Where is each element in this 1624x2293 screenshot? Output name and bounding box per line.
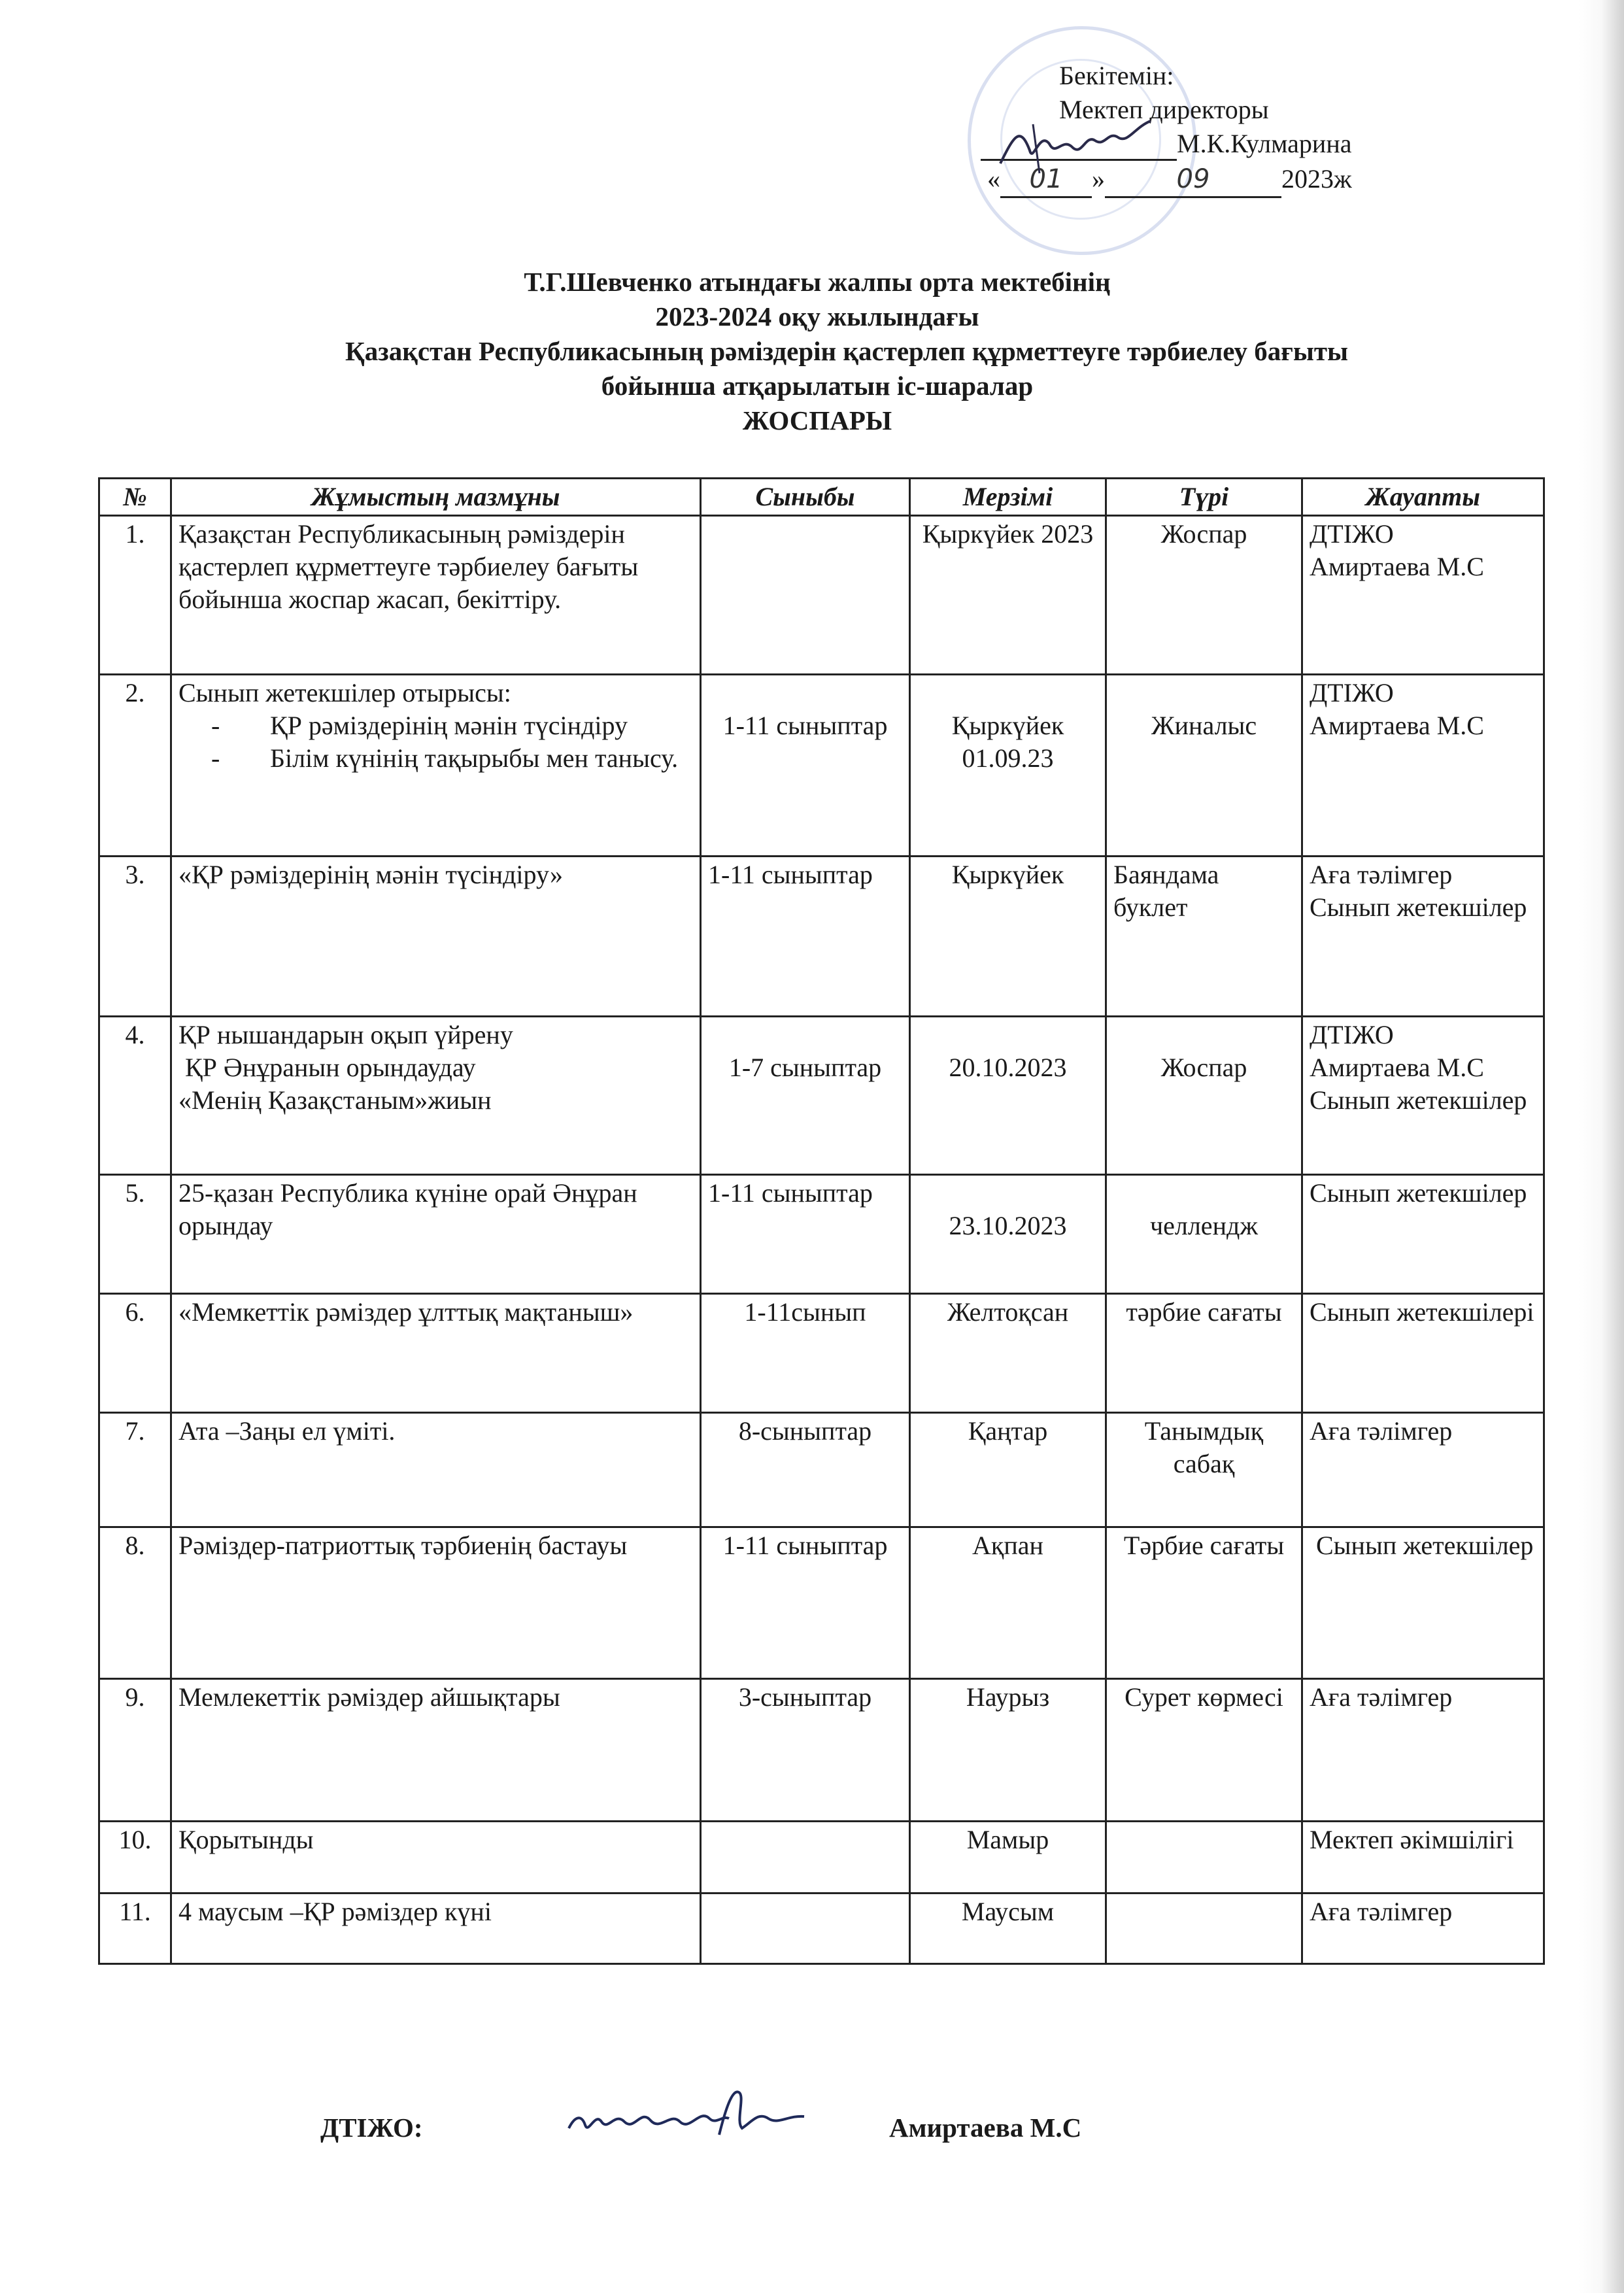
row-term: Ақпан [910, 1527, 1106, 1679]
row-responsible [1302, 516, 1544, 675]
row-class: 1-11 сыныптар [701, 857, 910, 1017]
title-topic-cont: бойынша атқарылатын іс-шаралар [601, 371, 1034, 401]
row-responsible [1302, 857, 1544, 1017]
title-year: 2023-2024 оқу жылындағы [655, 301, 979, 331]
row-content: 25-қазан Республика күніне орай Әнұран орындау [171, 1175, 701, 1294]
row-type: Жоспар [1106, 516, 1302, 675]
col-header-number: № [99, 479, 171, 516]
row-term: 23.10.2023 [910, 1175, 1106, 1294]
row-number: 10. [99, 1822, 171, 1894]
table-row [99, 1679, 1544, 1822]
row-term: Қыркүйек 01.09.23 [910, 675, 1106, 857]
row-responsible [1302, 675, 1544, 857]
row-term: Маусым [910, 1894, 1106, 1964]
table-row [99, 516, 1544, 675]
row-term: 20.10.2023 [910, 1017, 1106, 1175]
row-number: 4. [99, 1017, 171, 1175]
director-title: Мектеп директоры [1059, 95, 1269, 124]
table-row [99, 675, 1544, 857]
row-number: 5. [99, 1175, 171, 1294]
table-row [99, 1413, 1544, 1527]
content-line: ҚР нышандарын оқып үйрену [178, 1020, 513, 1049]
responsible-line: Амиртаева М.С [1310, 552, 1484, 581]
deputy-signature [562, 2082, 824, 2148]
table-row [99, 1894, 1544, 1964]
row-content: Қазақстан Республикасының рәміздерін қастерлеп құрметтеуге тәрбиелеу бағыты бойынша жоспар жасап, бекіттіру. [171, 516, 701, 675]
row-term: Қыркүйек 2023 [910, 516, 1106, 675]
row-type: Танымдық сабақ [1106, 1413, 1302, 1527]
row-number: 2. [99, 675, 171, 857]
row-content: «ҚР рәміздерінің мәнін түсіндіру» [171, 857, 701, 1017]
row-type [1106, 1894, 1302, 1964]
row-content [171, 675, 701, 857]
row-type: Сурет көрмесі [1106, 1679, 1302, 1822]
col-header-class: Сыныбы [701, 479, 910, 516]
date-quote-open: « [987, 164, 1000, 194]
row-content: «Мемкеттік рәміздер ұлттық мақтаныш» [171, 1294, 701, 1413]
date-year: 2023ж [1281, 164, 1352, 194]
row-class: 3-сыныптар [701, 1679, 910, 1822]
row-type: челлендж [1106, 1175, 1302, 1294]
responsible-line: Амиртаева М.С [1310, 711, 1484, 740]
footer-name: Амиртаева М.С [889, 2113, 1082, 2143]
responsible-line: ДТІЖО [1310, 519, 1394, 549]
row-term: Мамыр [910, 1822, 1106, 1894]
row-class [701, 516, 910, 675]
row-responsible: Сынып жетекшілері [1302, 1294, 1544, 1413]
responsible-line: Сынып жетекшілер [1310, 892, 1527, 922]
row-class: 1-11сынып [701, 1294, 910, 1413]
row-term: Қаңтар [910, 1413, 1106, 1527]
date-month: 09 [1105, 162, 1281, 198]
row-type: Тәрбие сағаты [1106, 1527, 1302, 1679]
row-class: 1-11 сыныптар [701, 675, 910, 857]
row-class [701, 1822, 910, 1894]
table-row [99, 1822, 1544, 1894]
title-topic: Қазақстан Республикасының рәміздерін қастерлеп құрметтеуге тәрбиелеу бағыты [345, 336, 1348, 366]
row-class [701, 1894, 910, 1964]
document-title [98, 265, 1536, 438]
responsible-line: Амиртаева М.С [1310, 1053, 1484, 1082]
list-item: - ҚР рәміздерінің мәнін түсіндіру [270, 709, 693, 742]
row-class: 1-11 сыныптар [701, 1175, 910, 1294]
row-responsible: Аға тәлімгер [1302, 1413, 1544, 1527]
row-content: Рәміздер-патриоттық тәрбиенің бастауы [171, 1527, 701, 1679]
row-type: Жоспар [1106, 1017, 1302, 1175]
col-header-type: Түрі [1106, 479, 1302, 516]
content-sub-list [178, 709, 693, 775]
row-content: Қорытынды [171, 1822, 701, 1894]
scan-edge-shadow [1578, 0, 1624, 2293]
row-number: 1. [99, 516, 171, 675]
responsible-line: Аға тәлімгер [1310, 860, 1453, 889]
row-responsible: Сынып жетекшілер [1302, 1527, 1544, 1679]
row-term: Наурыз [910, 1679, 1106, 1822]
list-item: - Білім күнінің тақырыбы мен танысу. [270, 742, 693, 775]
row-term: Қыркүйек [910, 857, 1106, 1017]
row-responsible: Аға тәлімгер [1302, 1679, 1544, 1822]
row-responsible: Мектеп әкімшілігі [1302, 1822, 1544, 1894]
title-school: Т.Г.Шевченко атындағы жалпы орта мектебінің [524, 267, 1111, 297]
row-content: 4 маусым –ҚР рәміздер күні [171, 1894, 701, 1964]
row-type [1106, 1822, 1302, 1894]
row-content [171, 1017, 701, 1175]
col-header-term: Мерзімі [910, 479, 1106, 516]
content-line: «Менің Қазақстаным»жиын [178, 1085, 492, 1115]
row-number: 3. [99, 857, 171, 1017]
row-number: 8. [99, 1527, 171, 1679]
table-row [99, 1175, 1544, 1294]
row-responsible: Аға тәлімгер [1302, 1894, 1544, 1964]
director-signature [994, 111, 1164, 183]
row-content: Ата –Заңы ел үміті. [171, 1413, 701, 1527]
row-number: 6. [99, 1294, 171, 1413]
table-header-row [99, 479, 1544, 516]
content-heading: Сынып жетекшілер отырысы: [178, 678, 511, 707]
content-line: ҚР Әнұранын орындаудау [178, 1053, 476, 1082]
table-row [99, 1527, 1544, 1679]
row-class: 8-сыныптар [701, 1413, 910, 1527]
director-name: М.К.Кулмарина [1177, 129, 1352, 158]
row-type: Баяндама буклет [1106, 857, 1302, 1017]
date-quote-close: » [1092, 164, 1105, 194]
footer-role: ДТІЖО: [320, 2113, 423, 2143]
table-row [99, 857, 1544, 1017]
plan-table [98, 477, 1545, 1965]
row-class: 1-7 сыныптар [701, 1017, 910, 1175]
responsible-line: Сынып жетекшілер [1310, 1085, 1527, 1115]
col-header-responsible: Жауапты [1302, 479, 1544, 516]
date-day: 01 [1000, 162, 1092, 198]
table-row [99, 1017, 1544, 1175]
row-responsible [1302, 1017, 1544, 1175]
row-content: Мемлекеттік рәміздер айшықтары [171, 1679, 701, 1822]
row-responsible: Сынып жетекшілер [1302, 1175, 1544, 1294]
row-number: 7. [99, 1413, 171, 1527]
row-number: 9. [99, 1679, 171, 1822]
row-term: Желтоқсан [910, 1294, 1106, 1413]
title-plan: ЖОСПАРЫ [742, 405, 892, 435]
table-row [99, 1294, 1544, 1413]
row-number: 11. [99, 1894, 171, 1964]
responsible-line: ДТІЖО [1310, 1020, 1394, 1049]
col-header-content: Жұмыстың мазмұны [171, 479, 701, 516]
responsible-line: ДТІЖО [1310, 678, 1394, 707]
row-type: Жиналыс [1106, 675, 1302, 857]
approval-label: Бекітемін: [1059, 61, 1174, 90]
row-type: тәрбие сағаты [1106, 1294, 1302, 1413]
row-class: 1-11 сыныптар [701, 1527, 910, 1679]
